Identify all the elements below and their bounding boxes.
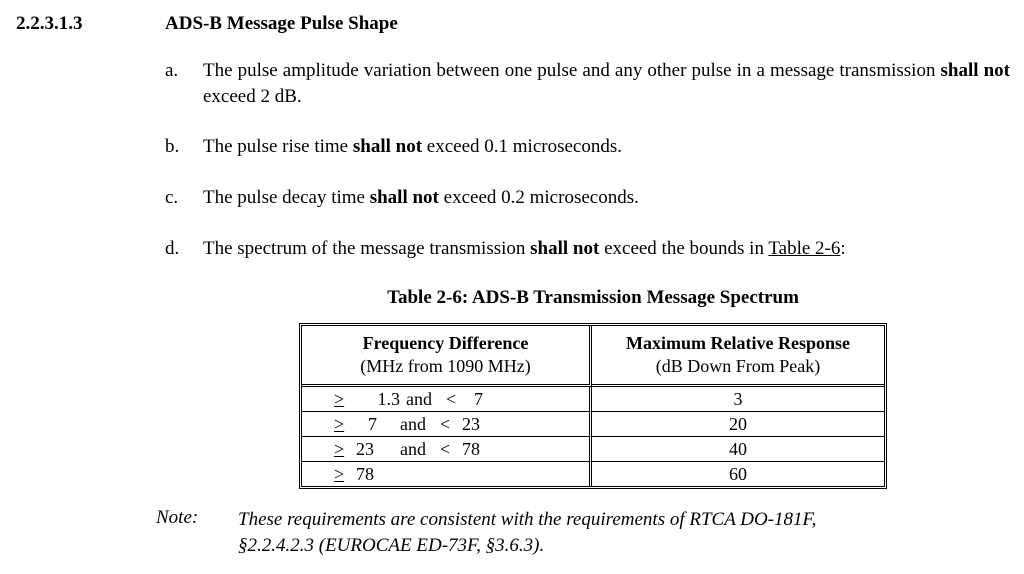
item-label: a. — [165, 60, 179, 81]
item-text-post: exceed 0.2 microseconds. — [438, 187, 639, 208]
greater-equal-symbol: > — [334, 413, 345, 434]
table-row — [302, 437, 884, 462]
range-high: 23 — [462, 413, 480, 434]
range-and: and — [400, 413, 426, 434]
item-text — [203, 58, 1010, 110]
less-than-symbol: < — [446, 388, 457, 409]
frequency-range-cell — [302, 387, 592, 412]
list-item-c — [165, 185, 1010, 211]
list-item-b — [165, 134, 1010, 160]
range-low: 23 — [356, 438, 374, 459]
header-frequency-difference — [302, 326, 592, 387]
item-text — [203, 134, 1010, 160]
response-cell: 3 — [592, 387, 884, 412]
spectrum-table — [299, 323, 887, 489]
item-text — [203, 236, 1010, 262]
list-item-d — [165, 236, 1010, 262]
range-high: 7 — [474, 388, 483, 409]
frequency-range-cell — [302, 437, 592, 462]
item-text — [203, 185, 1010, 211]
item-label: c. — [165, 187, 179, 208]
less-than-symbol: < — [440, 413, 451, 434]
item-text-emphasis: shall not — [352, 136, 423, 157]
note-label: Note: — [156, 507, 199, 528]
section-number: 2.2.3.1.3 — [16, 13, 83, 34]
item-label: b. — [165, 136, 180, 157]
range-low: 1.3 — [377, 388, 400, 409]
range-high: 78 — [462, 438, 480, 459]
list-item-a — [165, 58, 1010, 110]
table-caption: Table 2-6: ADS-B Transmission Message Spectrum — [387, 287, 799, 308]
item-text-pre: The pulse amplitude variation between one pulse and any other pulse in a message transmission — [203, 60, 941, 81]
item-text-post: exceed the bounds in — [599, 238, 769, 259]
section-title: ADS-B Message Pulse Shape — [165, 13, 398, 34]
note-line-1: These requirements are consistent with the requirements of RTCA DO-181F, — [238, 509, 817, 530]
item-text-pre: The spectrum of the message transmission — [203, 238, 531, 259]
header-sub: (dB Down From Peak) — [655, 356, 821, 376]
response-cell: 40 — [592, 437, 884, 462]
note-line-2: §2.2.4.2.3 (EUROCAE ED-73F, §3.6.3). — [238, 535, 545, 556]
table-row — [302, 462, 884, 486]
less-than-symbol: < — [440, 438, 451, 459]
header-main: Frequency Difference — [362, 333, 529, 353]
header-main: Maximum Relative Response — [626, 333, 850, 353]
item-text-pre: The pulse decay time — [203, 187, 370, 208]
item-text-pre: The pulse rise time — [203, 136, 353, 157]
range-low: 78 — [356, 463, 374, 484]
item-text-emphasis: shall not — [940, 60, 1010, 81]
item-text-post: exceed 0.1 microseconds. — [422, 136, 622, 157]
greater-equal-symbol: > — [334, 438, 345, 459]
greater-equal-symbol: > — [334, 463, 345, 484]
range-and: and — [406, 388, 432, 409]
greater-equal-symbol: > — [334, 388, 345, 409]
range-and: and — [400, 438, 426, 459]
table-reference-link[interactable]: Table 2-6 — [768, 238, 841, 259]
table-header-row — [302, 326, 884, 387]
header-max-relative-response — [592, 326, 884, 387]
range-low: 7 — [368, 413, 377, 434]
item-text-emphasis: shall not — [369, 187, 439, 208]
table-row — [302, 387, 884, 412]
frequency-range-cell — [302, 412, 592, 437]
header-sub: (MHz from 1090 MHz) — [360, 356, 531, 376]
item-text-post: exceed 2 dB. — [203, 86, 302, 107]
frequency-range-cell — [302, 462, 592, 486]
table-row — [302, 412, 884, 437]
response-cell: 60 — [729, 463, 747, 484]
item-text-tail: : — [840, 238, 846, 259]
item-text-emphasis: shall not — [530, 238, 600, 259]
note-text — [238, 507, 998, 559]
response-cell: 20 — [592, 412, 884, 437]
item-label: d. — [165, 238, 180, 259]
